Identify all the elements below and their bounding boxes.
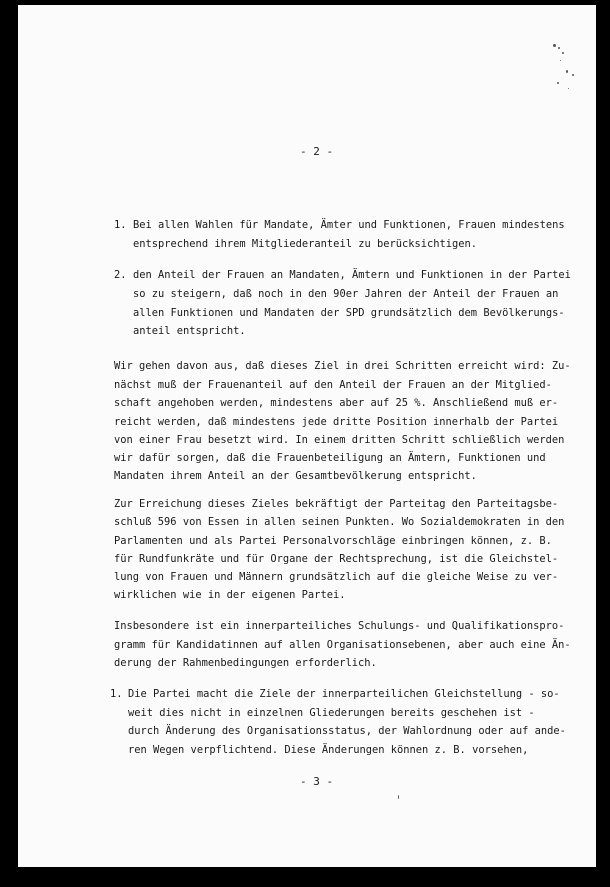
text-line: Wir gehen davon aus, daß dieses Ziel in drei Schritten erreicht wird: Zu-: [114, 360, 571, 372]
text-line: schluß 596 von Essen in allen seinen Punkten. Wo Sozialdemokraten in den: [114, 516, 565, 528]
text-line: so zu steigern, daß noch in den 90er Jahren der Anteil der Frauen an: [133, 288, 559, 300]
text-line: den Anteil der Frauen an Mandaten, Ämtern und Funktionen in der Partei: [133, 269, 571, 281]
item-number: 2.: [114, 269, 127, 281]
text-line: Bei allen Wahlen für Mandate, Ämter und Funktionen, Frauen mindestens: [133, 219, 565, 231]
text-line: Parlamenten und als Partei Personalvorschläge einbringen können, z. B.: [114, 535, 552, 547]
text-line: gramm für Kandidatinnen auf allen Organisationsebenen, aber auch eine Än-: [114, 639, 571, 651]
page-number-bottom: - 3 -: [300, 775, 334, 788]
text-line: reicht werden, daß mindestens jede dritte Position innerhalb der Partei: [114, 416, 559, 428]
text-line: allen Funktionen und Mandaten der SPD grundsätzlich dem Bevölkerungs-: [133, 307, 565, 319]
text-line: anteil entspricht.: [133, 325, 246, 337]
text-line: für Rundfunkräte und für Organe der Rechtsprechung, ist die Gleichstel-: [114, 553, 559, 565]
text-line: schaft angehoben werden, mindestens aber auf 25 %. Anschließend muß er-: [114, 397, 559, 409]
item-number: 1.: [114, 219, 127, 231]
text-line: entsprechend ihrem Mitgliederanteil zu berücksichtigen.: [133, 238, 478, 250]
text-line: weit dies nicht in einzelnen Gliederungen bereits geschehen ist -: [128, 707, 535, 719]
text-line: Die Partei macht die Ziele der innerparteilichen Gleichstellung - so-: [128, 688, 560, 700]
item-number: 1.: [110, 688, 123, 700]
text-line: nächst muß der Frauenanteil auf den Anteil der Frauen an der Mitglied-: [114, 379, 552, 391]
text-line: Insbesondere ist ein innerparteiliches Schulungs- und Qualifikationspro-: [114, 620, 565, 632]
text-line: derung der Rahmenbedingungen erforderlich.: [114, 657, 377, 669]
text-line: Mandaten ihrem Anteil an der Gesamtbevölkerung entspricht.: [114, 470, 477, 482]
text-line: lung von Frauen und Männern grundsätzlich auf die gleiche Weise zu ver-: [114, 571, 559, 583]
text-line: wirklichen wie in der eigenen Partei.: [114, 589, 346, 601]
page-number-top: - 2 -: [300, 145, 334, 158]
text-line: wir dafür sorgen, daß die Frauenbeteiligung an Ämtern, Funktionen und: [114, 452, 546, 464]
text-line: von einer Frau besetzt wird. In einem dritten Schritt schließlich werden: [114, 434, 565, 446]
text-line: Zur Erreichung dieses Zieles bekräftigt der Parteitag den Parteitagsbe-: [114, 498, 559, 510]
text-line: durch Änderung des Organisationsstatus, der Wahlordnung oder auf ande-: [128, 725, 566, 737]
text-line: ren Wegen verpflichtend. Diese Änderungen können z. B. vorsehen,: [128, 744, 529, 756]
